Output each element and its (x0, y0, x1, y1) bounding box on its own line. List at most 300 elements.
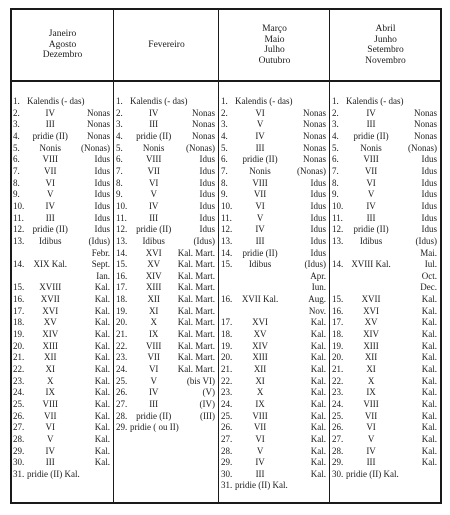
roman-date: XI (148, 305, 159, 316)
table-row (12, 189, 111, 200)
reference-day: Idus (310, 235, 326, 246)
table-row (331, 189, 438, 200)
reference-day: Idus (421, 165, 437, 176)
reference-day: (III) (200, 410, 215, 421)
reference-day: Idus (94, 224, 110, 235)
roman-date: VII (253, 422, 267, 433)
table-row (12, 154, 111, 165)
day-number: 8. (221, 177, 228, 188)
reference-day: Kal. (421, 317, 437, 328)
roman-date: pridie (II) Kal. (235, 480, 288, 491)
table-row (331, 411, 438, 422)
table-row (220, 364, 327, 375)
table-row (115, 131, 216, 142)
roman-date: Kalendis (- das) (130, 96, 188, 106)
day-number: 17. (221, 317, 233, 328)
reference-day: Nonas (192, 130, 215, 141)
day-number: 9. (13, 189, 20, 200)
day-number: 20. (332, 352, 344, 363)
column-header-month: Agosto (48, 39, 77, 50)
reference-day: Kal. (310, 433, 326, 444)
roman-date: VIII (252, 410, 268, 421)
table-row (115, 213, 216, 224)
reference-day: Idus (421, 177, 437, 188)
roman-date: IV (366, 445, 376, 456)
roman-date: VII (147, 352, 160, 363)
day-number: 1. (332, 96, 339, 106)
reference-day: Dec. (420, 282, 437, 293)
table-row (115, 411, 216, 422)
table-row (115, 96, 216, 107)
roman-date: XIII (145, 282, 162, 293)
roman-date: VI (148, 363, 159, 374)
day-number: 3. (116, 119, 123, 130)
roman-date: XIV (145, 270, 162, 281)
table-row (331, 434, 438, 445)
roman-date: VII (43, 410, 57, 421)
day-number: 24. (13, 387, 25, 398)
reference-day: Nonas (414, 119, 437, 130)
roman-date: VI (45, 177, 55, 188)
reference-day: Nonas (303, 119, 326, 130)
reference-day: Idus (199, 224, 215, 235)
day-number: 27. (116, 398, 128, 409)
reference-day: Kal. (421, 305, 437, 316)
reference-day: Kal. (310, 375, 326, 386)
day-number: 16. (116, 270, 128, 281)
table-row (220, 294, 327, 305)
day-number: 12. (116, 224, 128, 235)
table-row (115, 282, 216, 293)
reference-day: Kal. (310, 445, 326, 456)
reference-day: Nonas (303, 130, 326, 141)
roman-date: III (255, 142, 265, 153)
day-number: 16. (221, 294, 233, 305)
table-row (12, 364, 111, 375)
reference-day: Idus (310, 200, 326, 211)
reference-day: (Idus) (304, 259, 326, 270)
reference-day: Idus (94, 177, 110, 188)
table-row (220, 411, 327, 422)
reference-day: Oct. (421, 270, 437, 281)
day-number: 25. (332, 410, 344, 421)
reference-day: Kal. (94, 422, 110, 433)
reference-day: Kal. (94, 329, 110, 339)
roman-date: IX (45, 387, 55, 398)
reference-day: Iun. (311, 282, 326, 293)
reference-day: Idus (421, 154, 437, 165)
reference-day: Kal. (94, 398, 110, 409)
table-row (220, 189, 327, 200)
roman-date: IX (255, 398, 265, 409)
reference-day: Kal. (421, 433, 437, 444)
reference-day: Idus (310, 224, 326, 235)
day-number: 3. (13, 119, 20, 130)
roman-date: III (149, 119, 159, 130)
table-row (220, 236, 327, 247)
day-number: 24. (221, 398, 233, 409)
table-row (12, 376, 111, 387)
reference-day: Idus (310, 189, 326, 200)
roman-date: Kalendis (- das) (27, 96, 85, 106)
roman-date: VIII (145, 154, 162, 165)
header-divider (10, 80, 442, 82)
roman-date: IX (366, 387, 376, 398)
roman-date: III (45, 457, 55, 468)
roman-date: pridie (II) (136, 224, 172, 235)
table-row (331, 317, 438, 328)
reference-day: Nonas (414, 130, 437, 141)
day-number: 23. (221, 387, 233, 398)
table-row (220, 376, 327, 387)
table-row (220, 224, 327, 235)
roman-date: XIII (252, 352, 268, 363)
reference-day: Kal. (94, 317, 110, 328)
table-row (12, 108, 111, 119)
roman-date: V (256, 119, 264, 130)
day-number: 11. (332, 212, 343, 223)
column-header (115, 10, 218, 80)
table-row (331, 387, 438, 398)
day-number: 25. (221, 410, 233, 421)
roman-date: Nonis (142, 142, 165, 153)
roman-date: VI (366, 177, 376, 188)
roman-date: XI (45, 363, 55, 374)
roman-date: XIII (42, 340, 58, 351)
reference-day: Kal. (94, 340, 110, 351)
reference-day: Kal. (94, 433, 110, 444)
reference-day: (Nonas) (408, 142, 437, 153)
reference-day: Kal. (421, 445, 437, 456)
day-number: 29. (221, 457, 233, 468)
column-header-month: Abril (375, 24, 396, 34)
reference-day: (Idus) (88, 235, 110, 246)
day-number: 12. (13, 224, 25, 235)
table-row (12, 178, 111, 189)
table-row (115, 294, 216, 305)
reference-day: Nonas (303, 154, 326, 165)
roman-date: pridie (II) (136, 130, 172, 141)
day-number: 8. (116, 177, 123, 188)
reference-day: Kal. (421, 363, 437, 374)
day-number: 6. (116, 154, 123, 165)
day-number: 7. (221, 165, 228, 176)
table-row (331, 469, 438, 480)
roman-date: Nonis (39, 142, 61, 153)
day-number: 1. (116, 96, 123, 106)
day-number: 5. (116, 142, 123, 153)
reference-day: Kal. (421, 375, 437, 386)
roman-date: X (46, 375, 54, 386)
reference-day: (V) (202, 387, 215, 398)
reference-day: Idus (94, 189, 110, 200)
table-row (115, 271, 216, 282)
table-row (220, 282, 327, 293)
roman-date: VII (147, 165, 160, 176)
day-number: 8. (332, 177, 339, 188)
day-number: 26. (332, 422, 344, 433)
roman-date: Idibus (359, 235, 383, 246)
day-number: 28. (221, 445, 233, 456)
roman-date: IV (45, 200, 55, 211)
day-number: 5. (332, 142, 339, 153)
reference-day: Aug. (308, 294, 326, 305)
table-row (220, 154, 327, 165)
roman-date: Idibus (142, 235, 165, 246)
day-number: 14. (13, 259, 25, 270)
reference-day: Kal. (310, 329, 326, 339)
column-header-month: Outubro (258, 55, 291, 66)
table-row (115, 364, 216, 375)
table-row (331, 248, 438, 259)
day-number: 21. (221, 363, 233, 374)
day-number: 19. (116, 305, 128, 316)
roman-date: III (366, 457, 376, 468)
roman-date: XVI (363, 305, 380, 316)
table-row (220, 271, 327, 282)
day-number: 2. (116, 107, 123, 118)
roman-date: X (256, 387, 264, 398)
roman-date: V (46, 433, 54, 444)
roman-date: IV (148, 107, 159, 118)
table-row (220, 317, 327, 328)
roman-date: VII (253, 189, 267, 200)
reference-day: Kal. Mart. (177, 317, 215, 328)
day-number: 27. (332, 433, 344, 444)
roman-date: III (255, 235, 265, 246)
reference-day: Kal. (94, 352, 110, 363)
reference-day: Idus (94, 212, 110, 223)
reference-day: Idus (421, 200, 437, 211)
roman-date: XV (43, 317, 57, 328)
day-number: 10. (13, 200, 25, 211)
roman-date: Idibus (38, 235, 62, 246)
roman-date: XVI (252, 317, 269, 328)
table-row (220, 119, 327, 130)
roman-date: VI (148, 177, 159, 188)
table-row (220, 399, 327, 410)
table-row (331, 457, 438, 468)
day-number: 2. (13, 107, 20, 118)
table-row (115, 341, 216, 352)
table-row (331, 213, 438, 224)
roman-date: XVII (40, 294, 60, 305)
day-number: 27. (221, 433, 233, 444)
day-number: 16. (332, 305, 344, 316)
table-row (12, 294, 111, 305)
reference-day: Kal. (421, 352, 437, 363)
roman-date: V (150, 189, 157, 200)
day-number: 28. (116, 410, 128, 421)
day-number: 24. (332, 398, 344, 409)
column-header-month: Novembro (365, 55, 406, 66)
table-row (331, 422, 438, 433)
reference-day: Kal. (421, 329, 437, 339)
reference-day: Idus (310, 247, 326, 258)
table-row (331, 364, 438, 375)
table-row (220, 259, 327, 270)
table-row (12, 387, 111, 398)
roman-date: XVII (361, 294, 381, 305)
reference-day: Nonas (192, 107, 215, 118)
roman-date: III (255, 468, 265, 479)
table-row (331, 306, 438, 317)
roman-date: V (256, 212, 264, 223)
day-number: 25. (116, 375, 128, 386)
table-row (331, 329, 438, 340)
roman-date: XIV (42, 329, 59, 339)
roman-date: Kalendis (- das) (346, 96, 404, 106)
day-number: 15. (13, 282, 25, 293)
roman-date: XVIII Kal. (351, 259, 391, 270)
roman-date: V (46, 189, 54, 200)
reference-day: Nonas (303, 142, 326, 153)
day-number: 9. (221, 189, 228, 200)
reference-day: Kal. Mart. (177, 259, 215, 270)
day-number: 10. (116, 200, 128, 211)
roman-date: III (45, 212, 55, 223)
day-number: 12. (332, 224, 344, 235)
day-number: 20. (116, 317, 128, 328)
day-number: 30. (332, 468, 344, 479)
day-number: 19. (13, 329, 25, 339)
roman-date: XV (364, 317, 378, 328)
roman-date: VI (255, 107, 265, 118)
roman-date: VII (364, 165, 378, 176)
day-number: 29. (116, 422, 128, 433)
table-row (331, 166, 438, 177)
day-number: 18. (116, 294, 128, 305)
day-number: 14. (116, 247, 128, 258)
table-row (220, 213, 327, 224)
roman-date: X (150, 317, 157, 328)
roman-date: XVII Kal. (241, 294, 279, 305)
day-number: 19. (332, 340, 344, 351)
table-row (115, 376, 216, 387)
table-row (331, 236, 438, 247)
day-number: 11. (116, 212, 127, 223)
reference-day: Kal. (310, 457, 326, 468)
column-header-month: Setembro (367, 45, 404, 55)
reference-day: Idus (421, 224, 437, 235)
day-number: 17. (332, 317, 344, 328)
day-number: 25. (13, 398, 25, 409)
roman-date: IV (255, 224, 265, 235)
table-row (115, 259, 216, 270)
table-row (220, 446, 327, 457)
table-row (331, 282, 438, 293)
reference-day: Kal. (310, 387, 326, 398)
table-row (12, 457, 111, 468)
roman-date: XVI (145, 247, 162, 258)
reference-day: Kal. (94, 282, 110, 293)
reference-day: Kal. (421, 340, 437, 351)
reference-day: Idus (310, 212, 326, 223)
roman-date: V (367, 433, 375, 444)
table-row (12, 236, 111, 247)
table-row (331, 271, 438, 282)
roman-date: pridie (II) (32, 224, 68, 235)
roman-date: IV (45, 445, 55, 456)
reference-day: Ian. (96, 270, 110, 281)
day-number: 14. (332, 259, 344, 270)
day-number: 11. (221, 212, 232, 223)
roman-date: VIII (145, 340, 162, 351)
table-row (115, 154, 216, 165)
table-row (220, 131, 327, 142)
reference-day: Kal. (310, 352, 326, 363)
roman-date: VI (45, 422, 55, 433)
table-row (115, 201, 216, 212)
table-row (115, 329, 216, 340)
day-number: 24. (116, 363, 128, 374)
table-row (115, 189, 216, 200)
table-row (331, 131, 438, 142)
reference-day: Idus (310, 177, 326, 188)
column-divider-3 (329, 8, 330, 504)
table-row (331, 178, 438, 189)
day-number: 15. (332, 294, 344, 305)
table-row (331, 119, 438, 130)
day-number: 31. (13, 468, 25, 479)
reference-day: Kal. Mart. (177, 247, 215, 258)
day-number: 9. (332, 189, 339, 200)
table-row (331, 154, 438, 165)
roman-date: VIII (363, 398, 379, 409)
roman-date: XVI (42, 305, 59, 316)
day-number: 15. (221, 259, 233, 270)
reference-day: Kal. Mart. (177, 329, 215, 339)
table-row (12, 329, 111, 340)
reference-day: Kal. (94, 387, 110, 398)
day-number: 20. (13, 340, 25, 351)
table-row (220, 480, 327, 491)
day-number: 29. (13, 445, 25, 456)
reference-day: Kal. Mart. (177, 340, 215, 351)
roman-date: IV (148, 387, 159, 398)
day-number: 2. (221, 107, 228, 118)
reference-day: Kal. (421, 387, 437, 398)
table-row (220, 457, 327, 468)
table-row (12, 131, 111, 142)
table-row (12, 248, 111, 259)
day-number: 4. (221, 130, 228, 141)
reference-day: Kal. (310, 468, 326, 479)
reference-day: Kal. (310, 422, 326, 433)
day-number: 12. (221, 224, 233, 235)
table-row (12, 422, 111, 433)
reference-day: Kal. (94, 445, 110, 456)
table-row (220, 306, 327, 317)
reference-day: Nonas (192, 119, 215, 130)
roman-date: XI (255, 375, 265, 386)
table-row (220, 352, 327, 363)
day-number: 30. (13, 457, 25, 468)
day-number: 30. (221, 468, 233, 479)
roman-date: VIII (363, 154, 379, 165)
column-header-month: Março (262, 24, 287, 34)
reference-day: Idus (199, 189, 215, 200)
day-number: 21. (332, 363, 344, 374)
reference-day: Idus (94, 154, 110, 165)
roman-date: pridie (II) (353, 130, 389, 141)
reference-day: Kal. (421, 410, 437, 421)
table-row (115, 317, 216, 328)
reference-day: Kal. (94, 375, 110, 386)
table-row (12, 411, 111, 422)
table-row (331, 201, 438, 212)
table-row (115, 178, 216, 189)
